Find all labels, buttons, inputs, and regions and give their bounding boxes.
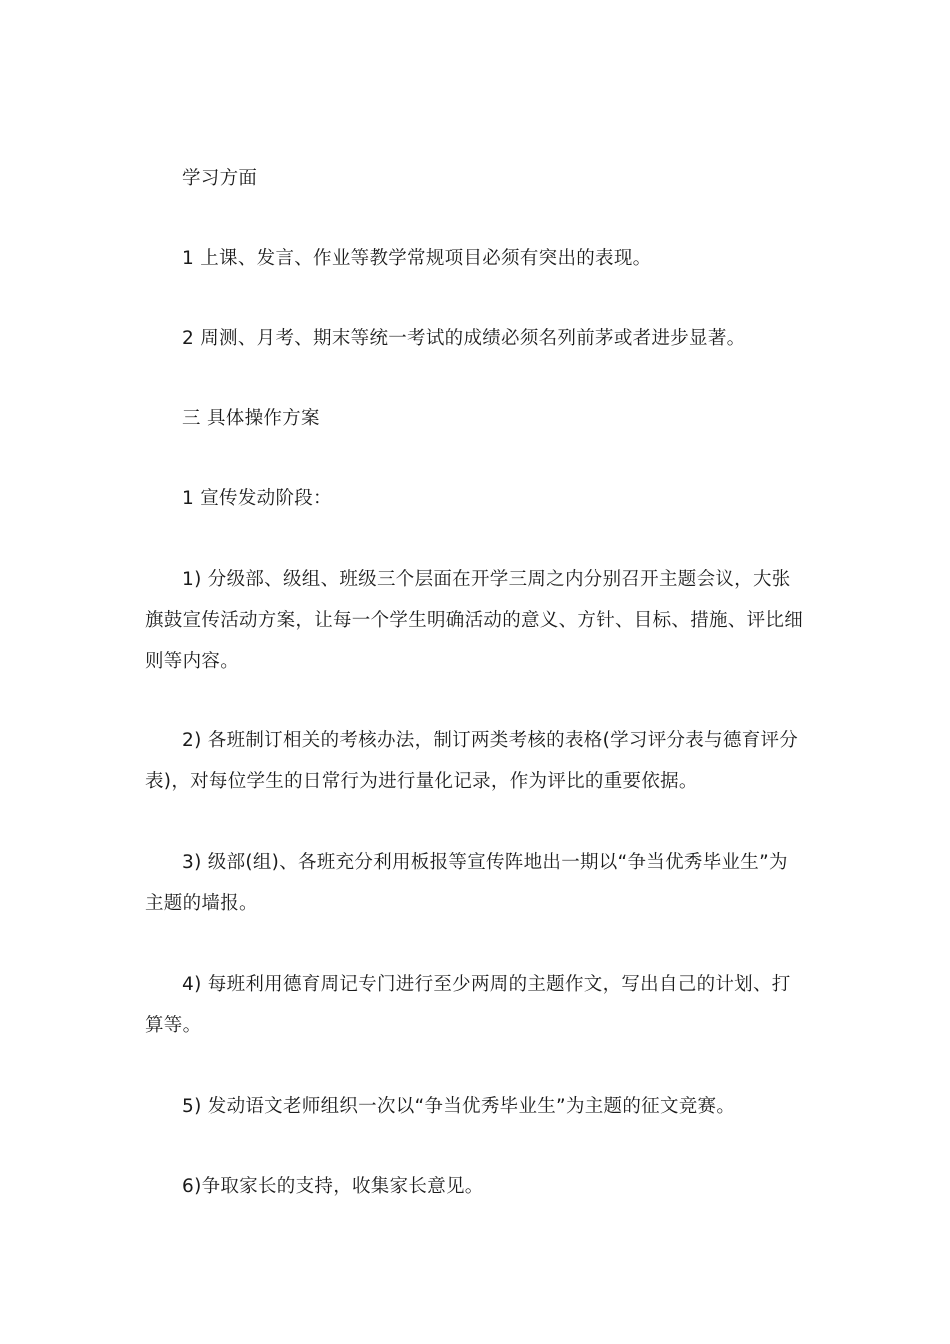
paragraph-item-1: 1 上课、发言、作业等教学常规项目必须有突出的表现。 — [182, 248, 652, 269]
paragraph-step-2: 2) 各班制订相关的考核办法，制订两类考核的表格(学习评分表与德育评分表)，对每位学生的日常行为进行量化记录，作为评比的重要依据。 — [145, 730, 799, 792]
subsection-heading-publicity: 1 宣传发动阶段： — [182, 488, 332, 509]
paragraph-step-1: 1) 分级部、级组、班级三个层面在开学三周之内分别召开主题会议，大张旗鼓宣传活动方案，让每一个学生明确活动的意义、方针、目标、措施、评比细则等内容。 — [145, 569, 804, 672]
paragraph-item-2: 2 周测、月考、期末等统一考试的成绩必须名列前茅或者进步显著。 — [182, 328, 746, 349]
section-heading-study: 学习方面 — [182, 168, 258, 189]
paragraph-step-5: 5) 发动语文老师组织一次以“争当优秀毕业生”为主题的征文竞赛。 — [182, 1096, 736, 1117]
paragraph-step-3: 3) 级部(组)、各班充分利用板报等宣传阵地出一期以“争当优秀毕业生”为主题的墙报。 — [145, 852, 788, 914]
paragraph-step-4: 4) 每班利用德育周记专门进行至少两周的主题作文，写出自己的计划、打算等。 — [145, 974, 791, 1036]
section-heading-plan: 三 具体操作方案 — [182, 408, 320, 429]
paragraph-step-6: 6)争取家长的支持，收集家长意见。 — [182, 1176, 484, 1197]
